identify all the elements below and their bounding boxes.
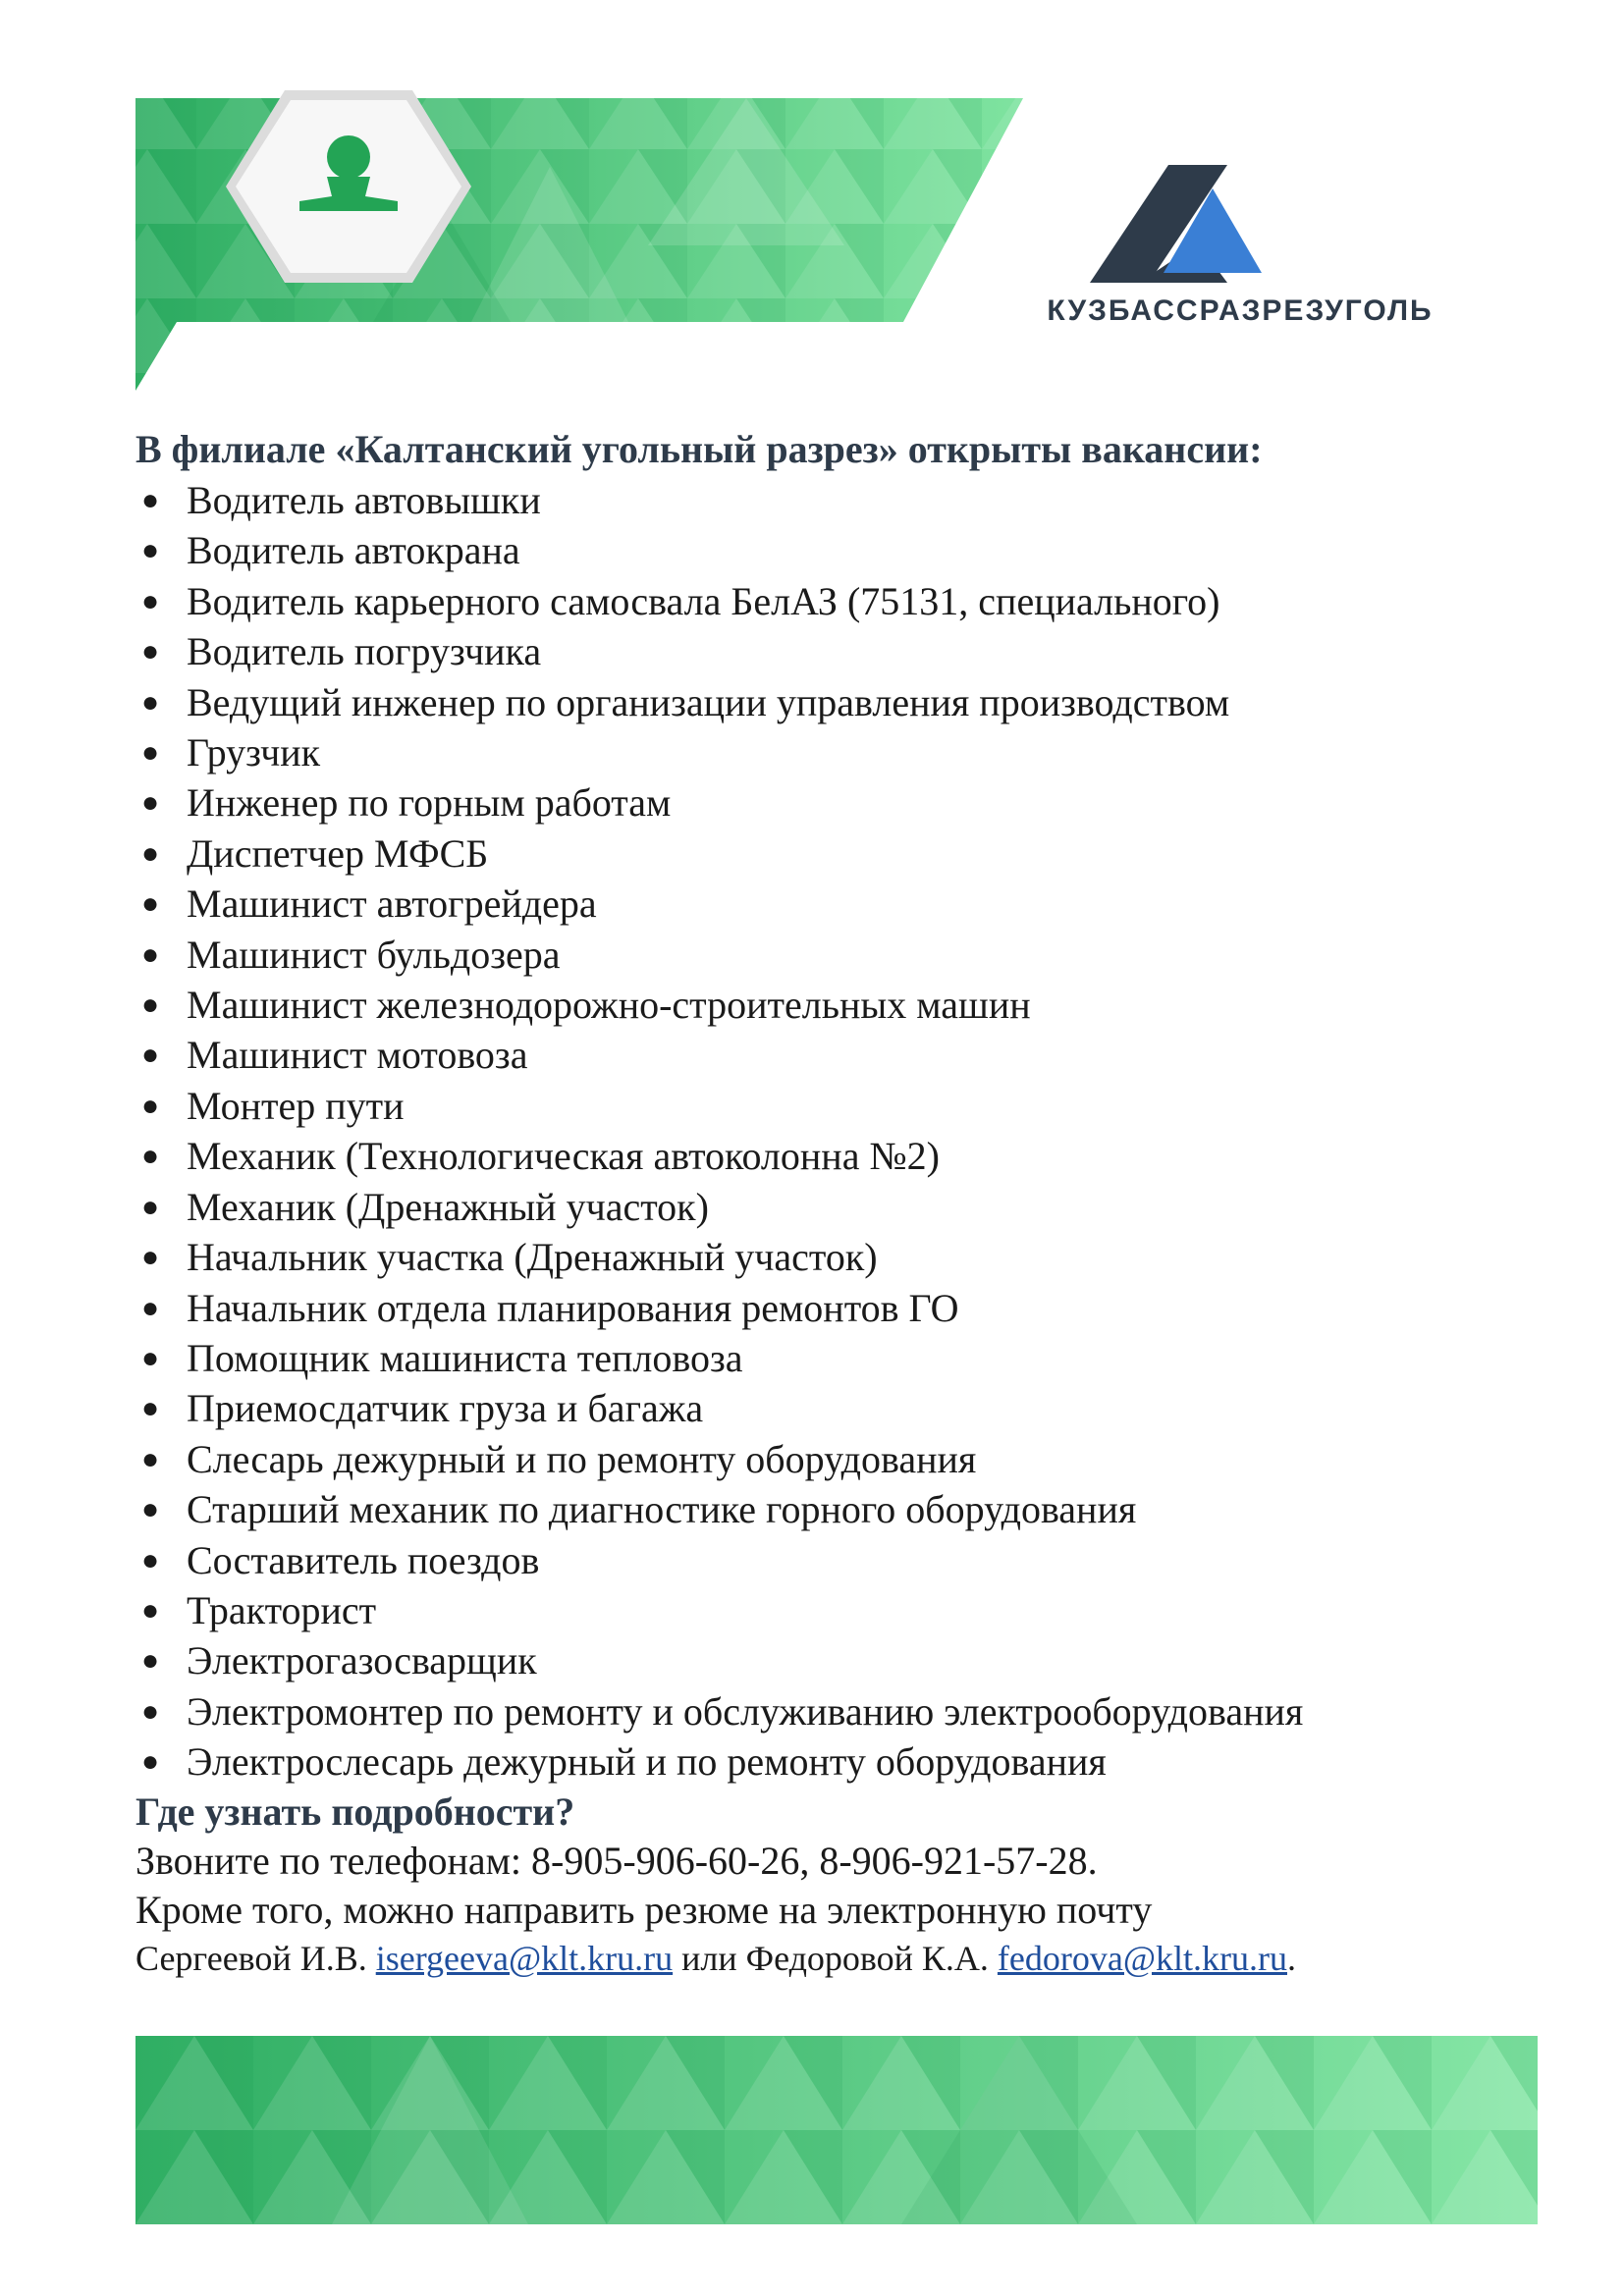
end-punct: .	[1287, 1938, 1296, 1978]
vacancy-label: Механик (Технологическая автоколонна №2)	[187, 1134, 940, 1179]
bullet-icon: ●	[141, 1140, 160, 1173]
list-item	[135, 727, 1510, 777]
vacancy-label: Начальник отдела планирования ремонтов ГО	[187, 1285, 959, 1330]
list-item	[135, 1535, 1510, 1585]
list-item	[135, 677, 1510, 727]
list-item	[135, 1131, 1510, 1181]
bullet-icon: ●	[141, 635, 160, 668]
vacancy-label: Тракторист	[187, 1587, 377, 1632]
vacancy-list	[135, 475, 1510, 1788]
bullet-icon: ●	[141, 1442, 160, 1475]
list-item	[135, 1283, 1510, 1333]
bullet-icon: ●	[141, 685, 160, 719]
bullet-icon: ●	[141, 736, 160, 770]
list-item	[135, 1434, 1510, 1484]
list-item	[135, 1182, 1510, 1232]
vacancy-label: Слесарь дежурный и по ремонту оборудования	[187, 1436, 977, 1481]
list-item	[135, 828, 1510, 879]
list-item	[135, 1333, 1510, 1383]
vacancy-label: Ведущий инженер по организации управления производством	[187, 679, 1230, 724]
list-item	[135, 1232, 1510, 1282]
page-title: В филиале «Калтанский угольный разрез» открыты вакансии:	[135, 427, 1263, 471]
bullet-icon: ●	[141, 1694, 160, 1728]
list-item	[135, 1030, 1510, 1080]
vacancy-label: Электромонтер по ремонту и обслуживанию электрооборудования	[187, 1688, 1304, 1734]
vacancies-section	[135, 424, 1510, 1982]
vacancy-label: Машинист мотовоза	[187, 1033, 528, 1078]
bullet-icon: ●	[141, 1543, 160, 1576]
vacancy-label: Старший механик по диагностике горного оборудования	[187, 1487, 1137, 1532]
bullet-icon: ●	[141, 937, 160, 971]
vacancy-label: Машинист железнодорожно-строительных машин	[187, 983, 1031, 1028]
bullet-icon: ●	[141, 1341, 160, 1374]
email-link-sergeeva[interactable]: isergeeva@klt.kru.ru	[375, 1938, 674, 1978]
list-item	[135, 1736, 1510, 1787]
contact1-name: Сергеевой И.В.	[135, 1938, 367, 1978]
bullet-icon: ●	[141, 786, 160, 820]
or-text: или	[681, 1938, 737, 1978]
vacancy-label: Машинист автогрейдера	[187, 881, 597, 927]
resume-line: Кроме того, можно направить резюме на электронную почту	[135, 1887, 1153, 1932]
footer-banner	[135, 2036, 1538, 2224]
list-item	[135, 1383, 1510, 1433]
list-item	[135, 525, 1510, 575]
vacancy-label: Составитель поездов	[187, 1537, 540, 1582]
vacancy-label: Приемосдатчик груза и багажа	[187, 1386, 704, 1431]
bullet-icon: ●	[141, 484, 160, 516]
bullet-icon: ●	[141, 1190, 160, 1223]
list-item	[135, 1686, 1510, 1736]
list-item	[135, 930, 1510, 980]
bullet-icon: ●	[141, 1291, 160, 1324]
phones-line: Звоните по телефонам: 8-905-906-60-26, 8-906-921-57-28.	[135, 1838, 1098, 1883]
bullet-icon: ●	[141, 1039, 160, 1072]
vacancy-label: Монтер пути	[187, 1083, 405, 1128]
bullet-icon: ●	[141, 988, 160, 1022]
vacancy-label: Грузчик	[187, 730, 321, 775]
vacancy-label: Начальник участка (Дренажный участок)	[187, 1235, 878, 1280]
vacancy-label: Водитель погрузчика	[187, 629, 542, 674]
bullet-icon: ●	[141, 534, 160, 567]
vacancy-label: Электрослесарь дежурный и по ремонту оборудования	[187, 1739, 1107, 1785]
list-item	[135, 980, 1510, 1030]
bullet-icon: ●	[141, 1745, 160, 1779]
brand-name: КУЗБАССРАЗРЕЗУГОЛЬ	[1047, 294, 1434, 327]
vacancy-label: Электрогазосварщик	[187, 1638, 537, 1683]
list-item	[135, 475, 1510, 525]
list-item	[135, 576, 1510, 626]
contacts-line	[135, 1935, 1510, 1982]
vacancy-label: Диспетчер МФСБ	[187, 830, 489, 876]
list-item	[135, 879, 1510, 929]
list-item	[135, 1585, 1510, 1635]
vacancy-label: Водитель карьерного самосвала БелАЗ (75131, специального)	[187, 578, 1220, 623]
list-item	[135, 1484, 1510, 1534]
contact2-name: Федоровой К.А.	[745, 1938, 989, 1978]
bullet-icon: ●	[141, 1241, 160, 1274]
bullet-icon: ●	[141, 1392, 160, 1425]
bullet-icon: ●	[141, 836, 160, 870]
list-item	[135, 777, 1510, 828]
bullet-icon: ●	[141, 1593, 160, 1627]
bullet-icon: ●	[141, 584, 160, 617]
vacancy-label: Водитель автовышки	[187, 478, 541, 522]
vacancy-label: Помощник машиниста тепловоза	[187, 1335, 743, 1380]
vacancy-label: Машинист бульдозера	[187, 932, 561, 977]
bullet-icon: ●	[141, 1089, 160, 1122]
list-item	[135, 626, 1510, 676]
vacancy-label: Инженер по горным работам	[187, 780, 672, 826]
vacancy-label: Механик (Дренажный участок)	[187, 1184, 709, 1229]
vacancy-label: Водитель автокрана	[187, 528, 520, 573]
bullet-icon: ●	[141, 887, 160, 921]
details-title: Где узнать подробности?	[135, 1789, 575, 1834]
bullet-icon: ●	[141, 1644, 160, 1678]
bullet-icon: ●	[141, 1493, 160, 1526]
email-link-fedorova[interactable]: fedorova@klt.kru.ru	[997, 1938, 1287, 1978]
list-item	[135, 1081, 1510, 1131]
list-item	[135, 1635, 1510, 1685]
